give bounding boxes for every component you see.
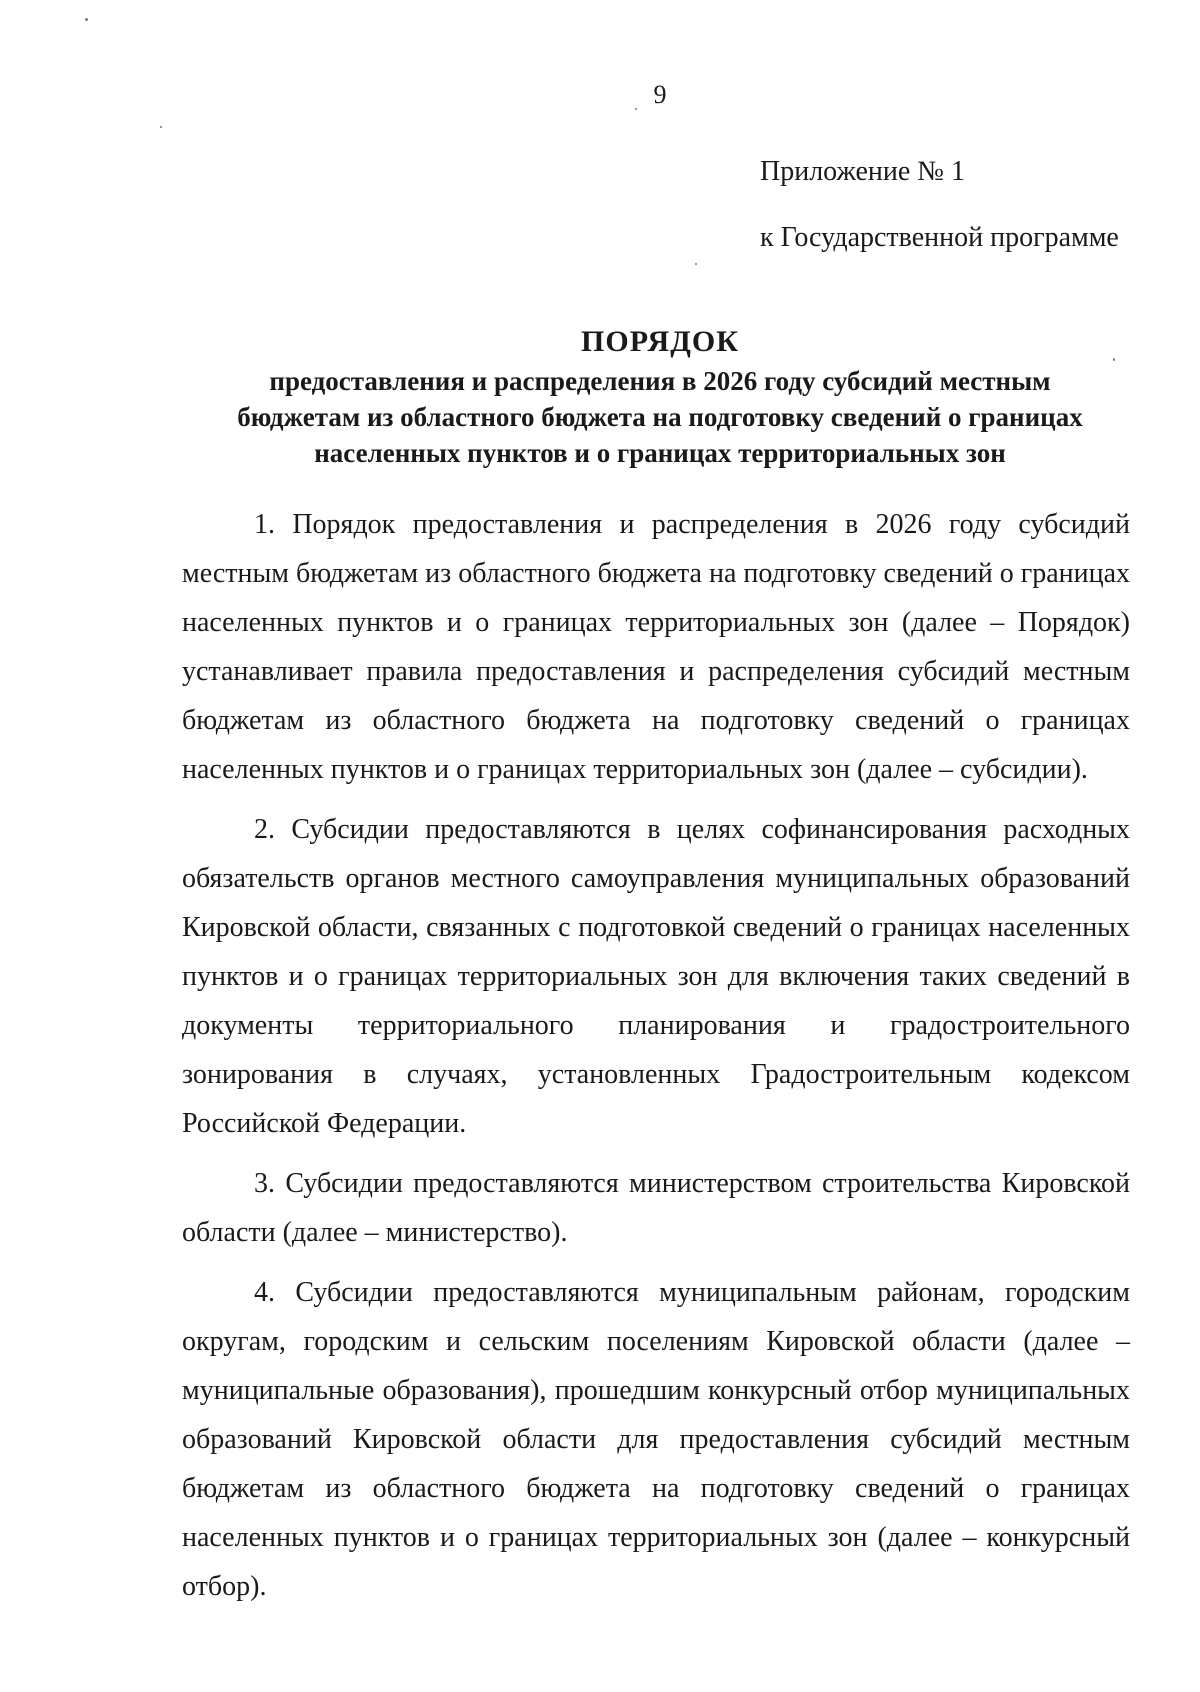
appendix-reference: к Государственной программе xyxy=(760,222,1119,253)
paragraph-3: 3. Субсидии предоставляются министерством строительства Кировской области (далее – министерство). xyxy=(182,1168,1130,1248)
paragraph-1: 1. Порядок предоставления и распределения в 2026 году субсидий местным бюджетам из областного бюджета на подготовку сведений о границах населенных пунктов и о границах территориальных зон (далее – Порядок) устанавливает правила предоставления и распределения субсидий местным бюджетам из областного бюджета на подготовку сведений о границах населенных пунктов и о границах территориальных зон (далее – субсидии). xyxy=(182,509,1130,785)
scan-speck xyxy=(695,263,697,265)
title-main: ПОРЯДОК xyxy=(581,325,739,358)
title-subtitle-line: населенных пунктов и о границах территориальных зон xyxy=(314,438,1006,468)
scan-speck xyxy=(1113,358,1115,361)
title-subtitle-line: предоставления и распределения в 2026 году субсидий местным xyxy=(269,366,1051,396)
scan-speck xyxy=(85,18,88,21)
paragraph-4: 4. Субсидии предоставляются муниципальным районам, городским округам, городским и сельским поселениям Кировской области (далее – муниципальные образования), прошедшим конкурсный отбор муниципальных образований Кировской области для предоставления субсидий местным бюджетам из областного бюджета на подготовку сведений о границах населенных пунктов и о границах территориальных зон (далее – конкурсный отбор). xyxy=(182,1277,1130,1602)
title-subtitle-line: бюджетам из областного бюджета на подготовку сведений о границах xyxy=(237,402,1083,432)
paragraph-2: 2. Субсидии предоставляются в целях софинансирования расходных обязательств органов местного самоуправления муниципальных образований Кировской области, связанных с подготовкой сведений о границах населенных пунктов и о границах территориальных зон для включения таких сведений в документы территориального планирования и градостроительного зонирования в случаях, установленных Градостроительным кодексом Российской Федерации. xyxy=(182,814,1130,1139)
appendix-label: Приложение № 1 xyxy=(760,156,965,187)
document-title xyxy=(180,322,1140,470)
document-body xyxy=(182,500,1130,1622)
page-number: 9 xyxy=(653,80,667,109)
scan-speck xyxy=(160,126,162,128)
scan-speck xyxy=(635,108,637,110)
